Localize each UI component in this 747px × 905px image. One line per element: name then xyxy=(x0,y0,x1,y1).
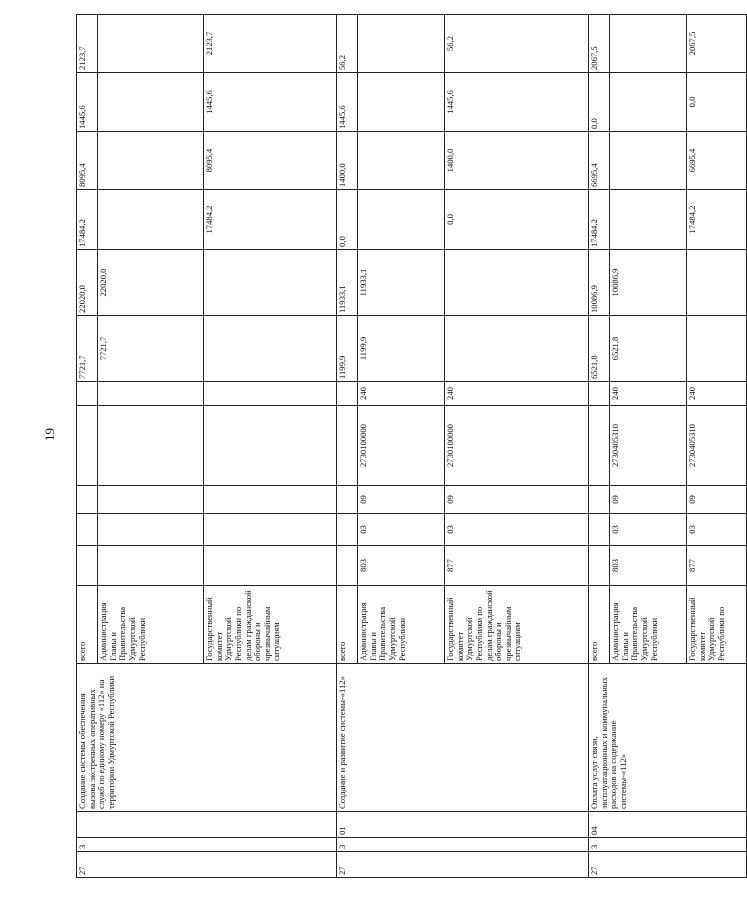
value-v5: 1445,6 xyxy=(445,73,589,132)
value-v5 xyxy=(98,73,204,132)
value-v2: 11933,1 xyxy=(358,250,445,316)
value-v3: 17484,2 xyxy=(204,190,337,250)
grbs-code: 803 xyxy=(610,546,687,586)
measure-title: Создание и развитие системы-«112» xyxy=(337,664,589,812)
rz-code xyxy=(204,514,337,546)
value-v6 xyxy=(358,15,445,73)
total-label: всего xyxy=(77,586,98,664)
section-total-row xyxy=(77,15,98,878)
measure-title: Создание системы обеспечения вызова экстренных оперативных служб по единому номеру «112» на территории Удмуртской Республики xyxy=(77,664,337,812)
pp-code: 3 xyxy=(589,838,747,852)
value-v4 xyxy=(610,132,687,190)
grbs-code: 877 xyxy=(687,546,747,586)
pr-code xyxy=(204,486,337,514)
value-v1 xyxy=(687,316,747,382)
rz-code: 03 xyxy=(358,514,445,546)
value-v2: 10086,9 xyxy=(610,250,687,316)
total-value-v6: 2123,7 xyxy=(77,15,98,73)
om-code: 04 xyxy=(589,812,747,838)
total-value-v2: 10086,9 xyxy=(589,250,610,316)
rz-code: 03 xyxy=(445,514,589,546)
section-total-row xyxy=(589,15,610,878)
value-v3 xyxy=(98,190,204,250)
grbs-cell xyxy=(337,546,358,586)
value-v5 xyxy=(358,73,445,132)
pr-code: 09 xyxy=(687,486,747,514)
executor-name: Государственный комитет Удмуртской Республики по делам гражданской обороны и чрезвычайным ситуациям xyxy=(204,586,337,664)
gp-code: 27 xyxy=(589,852,747,878)
pr-code: 09 xyxy=(358,486,445,514)
value-v4: 6695,4 xyxy=(687,132,747,190)
total-value-v1: 1199,9 xyxy=(337,316,358,382)
value-v2 xyxy=(687,250,747,316)
vr-code: 240 xyxy=(358,382,445,406)
pp-code: 3 xyxy=(77,838,337,852)
rz-code: 03 xyxy=(610,514,687,546)
om-code xyxy=(77,812,337,838)
pp-code: 3 xyxy=(337,838,589,852)
csr-code xyxy=(98,406,204,486)
value-v5: 0,0 xyxy=(687,73,747,132)
value-v2 xyxy=(204,250,337,316)
rz-cell xyxy=(337,514,358,546)
total-value-v2: 11933,1 xyxy=(337,250,358,316)
value-v4 xyxy=(98,132,204,190)
csr-cell xyxy=(589,406,610,486)
value-v5: 1445,6 xyxy=(204,73,337,132)
csr-code: 2730100000 xyxy=(445,406,589,486)
value-v4: 8095,4 xyxy=(204,132,337,190)
executor-name: Администрация Главы и Правительства Удмуртской Республики xyxy=(610,586,687,664)
value-v1 xyxy=(204,316,337,382)
total-value-v3: 17484,2 xyxy=(77,190,98,250)
vr-cell xyxy=(337,382,358,406)
rotated-budget-table xyxy=(76,31,726,878)
total-value-v5: 1445,6 xyxy=(77,73,98,132)
value-v1: 7721,7 xyxy=(98,316,204,382)
grbs-code: 877 xyxy=(445,546,589,586)
page-number: 19 xyxy=(42,428,57,441)
section-total-row xyxy=(337,15,358,878)
value-v1: 1199,9 xyxy=(358,316,445,382)
rz-cell xyxy=(77,514,98,546)
total-label: всего xyxy=(337,586,358,664)
value-v6 xyxy=(98,15,204,73)
value-v4 xyxy=(358,132,445,190)
rz-cell xyxy=(589,514,610,546)
gp-code: 27 xyxy=(337,852,589,878)
total-value-v3: 0,0 xyxy=(337,190,358,250)
grbs-cell xyxy=(77,546,98,586)
value-v5 xyxy=(610,73,687,132)
value-v1 xyxy=(445,316,589,382)
value-v6: 2067,5 xyxy=(687,15,747,73)
executor-name: Администрация Главы и Правительства Удмуртской Республики xyxy=(358,586,445,664)
value-v6: 2123,7 xyxy=(204,15,337,73)
executor-name: Государственный комитет Удмуртской Республики по делам гражданской обороны и чрезвычайным ситуациям xyxy=(445,586,589,664)
value-v6 xyxy=(610,15,687,73)
total-value-v4: 1400,0 xyxy=(337,132,358,190)
value-v2: 22020,0 xyxy=(98,250,204,316)
total-value-v4: 6695,4 xyxy=(589,132,610,190)
om-code: 01 xyxy=(337,812,589,838)
total-value-v4: 8095,4 xyxy=(77,132,98,190)
budget-table-body xyxy=(77,15,747,878)
vr-cell xyxy=(589,382,610,406)
pr-cell xyxy=(77,486,98,514)
value-v6: 56,2 xyxy=(445,15,589,73)
total-value-v6: 56,2 xyxy=(337,15,358,73)
grbs-cell xyxy=(589,546,610,586)
vr-code xyxy=(98,382,204,406)
vr-cell xyxy=(77,382,98,406)
gp-code: 27 xyxy=(77,852,337,878)
total-value-v2: 22020,0 xyxy=(77,250,98,316)
measure-title: Оплата услуг связи, эксплуатационных и коммунальных расходов на содержание системы-«112» xyxy=(589,664,747,812)
pr-cell xyxy=(589,486,610,514)
executor-name: Государственный комитет Удмуртской Республики по xyxy=(687,586,747,664)
executor-name: Администрация Главы и Правительства Удмуртской Республики xyxy=(98,586,204,664)
vr-code: 240 xyxy=(687,382,747,406)
pr-code: 09 xyxy=(445,486,589,514)
total-value-v5: 0,0 xyxy=(589,73,610,132)
total-value-v1: 7721,7 xyxy=(77,316,98,382)
csr-code: 2730405310 xyxy=(610,406,687,486)
csr-code: 2730405310 xyxy=(687,406,747,486)
value-v1: 6521,8 xyxy=(610,316,687,382)
rz-code: 03 xyxy=(687,514,747,546)
vr-code xyxy=(204,382,337,406)
pr-cell xyxy=(337,486,358,514)
vr-code: 240 xyxy=(445,382,589,406)
value-v3 xyxy=(610,190,687,250)
total-value-v3: 17484,2 xyxy=(589,190,610,250)
rz-code xyxy=(98,514,204,546)
total-value-v5: 1445,6 xyxy=(337,73,358,132)
grbs-code: 803 xyxy=(358,546,445,586)
grbs-code xyxy=(98,546,204,586)
pr-code: 09 xyxy=(610,486,687,514)
csr-cell xyxy=(77,406,98,486)
value-v3 xyxy=(358,190,445,250)
value-v3: 17484,2 xyxy=(687,190,747,250)
total-value-v6: 2067,5 xyxy=(589,15,610,73)
value-v2 xyxy=(445,250,589,316)
budget-table xyxy=(76,14,747,878)
pr-code xyxy=(98,486,204,514)
csr-code: 2730100000 xyxy=(358,406,445,486)
value-v4: 1400,0 xyxy=(445,132,589,190)
grbs-code xyxy=(204,546,337,586)
vr-code: 240 xyxy=(610,382,687,406)
total-value-v1: 6521,8 xyxy=(589,316,610,382)
total-label: всего xyxy=(589,586,610,664)
csr-cell xyxy=(337,406,358,486)
csr-code xyxy=(204,406,337,486)
value-v3: 0,0 xyxy=(445,190,589,250)
